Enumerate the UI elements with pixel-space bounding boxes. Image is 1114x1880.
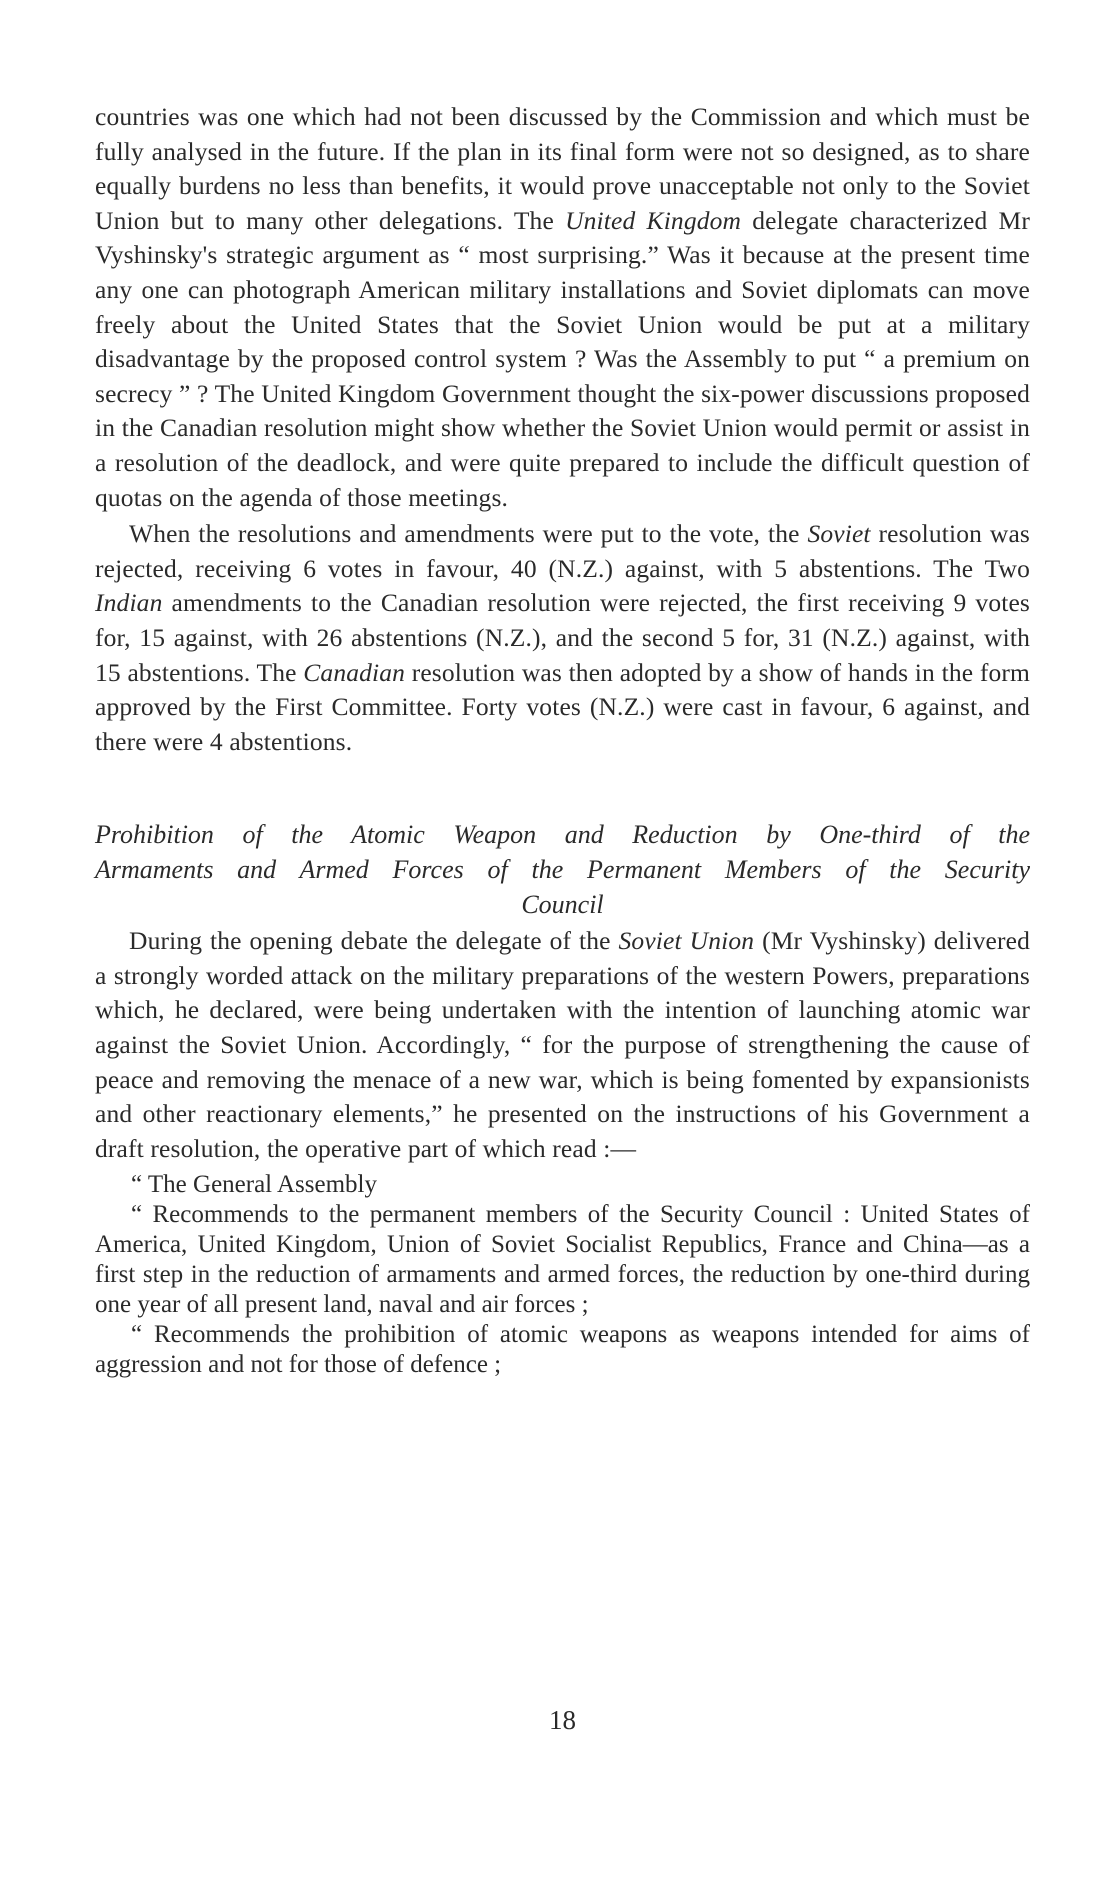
quote-reduction-paragraph: “ Recommends to the permanent members of the Security Council : United States of America, United Kingdom, Union of Soviet Socialist Republics, France and China—as a first step in the reduction of armaments and armed forces, the reduction by one-third during one year of all present land, naval and air forces ; (95, 1201, 1030, 1319)
section-heading (95, 817, 1030, 922)
emphasis-soviet-union: Soviet Union (618, 926, 755, 956)
text-span: resolution was then adopted by a show of hands in the form approved by the First Committee. Forty votes (N.Z.) were cast in favour, 6 against, and there were 4 abstentions. (95, 657, 1030, 756)
emphasis-united-kingdom: United Kingdom (565, 205, 742, 235)
text-span: During the opening debate the delegate of the (129, 926, 619, 956)
document-page (95, 100, 1030, 1840)
emphasis-canadian: Canadian (303, 657, 406, 687)
text-span: resolution was rejected, receiving 6 votes in favour, 40 (N.Z.) against, with 5 abstentions. The Two (95, 519, 1030, 583)
heading-line: Council (521, 890, 604, 920)
emphasis-indian: Indian (95, 588, 163, 618)
text-span: countries was one which had not been discussed by the Commission and which must be fully analysed in the future. If the plan in its final form were not so designed, as to share equally burdens no less than benefits, it would prove unacceptable not only to the Soviet Union but to many other delegations. The (95, 102, 1030, 235)
text-span: (Mr Vyshinsky) delivered a strongly worded attack on the military preparations of the western Powers, preparations which, he declared, were being undertaken with the intention of launching atomic war against the Soviet Union. Accordingly, “ for the purpose of strengthening the cause of peace and removing the menace of a new war, which is being fomented by expansionists and other reactionary elements,” he presented on the instructions of his Government a draft resolution, the operative part of which read :— (95, 926, 1030, 1163)
quote-assembly-line: “ The General Assembly (131, 1171, 377, 1199)
paragraph-commission-discussion (95, 100, 1030, 515)
text-span: amendments to the Canadian resolution were rejected, the first receiving 9 votes for, 15 against, with 26 abstentions (N.Z.), and the second 5 for, 31 (N.Z.) against, with 15 abstentions. The (95, 588, 1030, 687)
heading-line: Prohibition of the Atomic Weapon and Reduction by One-third of the (95, 820, 1030, 850)
emphasis-soviet: Soviet (807, 519, 871, 549)
heading-line: Armaments and Armed Forces of the Permanent Members of the Security (95, 855, 1030, 885)
paragraph-vote-results (95, 517, 1030, 759)
paragraph-opening-debate (95, 924, 1030, 1166)
text-span: delegate characterized Mr Vyshinsky's strategic argument as “ most surprising.” Was it because at the present time any one can photograph American military installations and Soviet diplomats can move freely about the United States that the Soviet Union would be put at a military disadvantage by the proposed control system ? Was the Assembly to put “ a premium on secrecy ” ? The United Kingdom Government thought the six-power discussions proposed in the Canadian resolution might show whether the Soviet Union would permit or assist in a resolution of the deadlock, and were quite prepared to include the difficult question of quotas on the agenda of those meetings. (95, 205, 1030, 512)
text-span: When the resolutions and amendments were put to the vote, the (129, 519, 808, 549)
quote-prohibition-paragraph: “ Recommends the prohibition of atomic weapons as weapons intended for aims of aggression and not for those of defence ; (95, 1321, 1030, 1379)
page-number: 18 (549, 1705, 576, 1735)
